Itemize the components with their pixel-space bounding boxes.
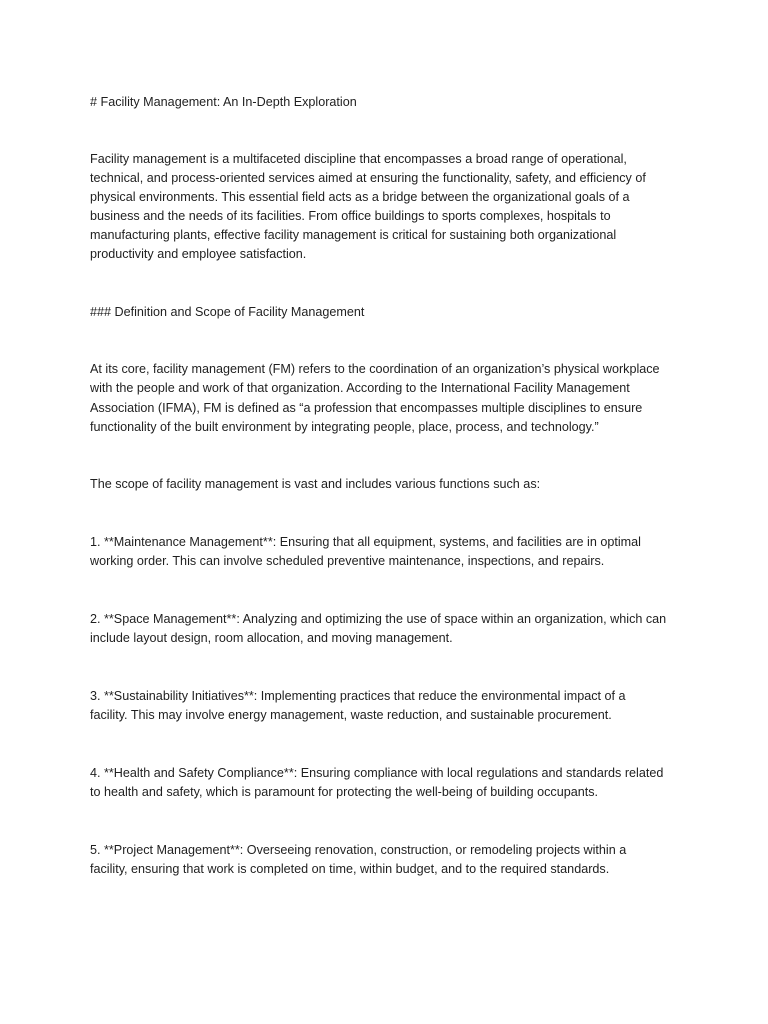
intro-line: business and the needs of its facilities. From office buildings to sports complexes, hospitals to (90, 209, 611, 223)
intro-line: Facility management is a multifaceted discipline that encompasses a broad range of operational, (90, 152, 627, 166)
list-item-project-cont: facility, ensuring that work is completed on time, within budget, and to the required standards. (90, 862, 610, 876)
list-item-health-safety-cont: to health and safety, which is paramount for protecting the well-being of building occupants. (90, 785, 599, 799)
section-heading: ### Definition and Scope of Facility Management (90, 305, 365, 319)
intro-line: physical environments. This essential field acts as a bridge between the organizational goals of a (90, 190, 630, 204)
definition-line: Association (IFMA), FM is defined as “a profession that encompasses multiple disciplines to ensure (90, 401, 643, 415)
list-item-space-cont: include layout design, room allocation, and moving management. (90, 631, 453, 645)
list-item-space: 2. **Space Management**: Analyzing and optimizing the use of space within an organization, which can (90, 612, 667, 626)
intro-line: technical, and process-oriented services aimed at ensuring the functionality, safety, and efficiency of (90, 171, 646, 185)
list-item-maintenance-cont: working order. This can involve scheduled preventive maintenance, inspections, and repairs. (90, 554, 605, 568)
intro-line: manufacturing plants, effective facility management is critical for sustaining both organizational (90, 228, 617, 242)
intro-line: productivity and employee satisfaction. (90, 247, 307, 261)
definition-line: functionality of the built environment by integrating people, place, process, and technology.” (90, 420, 599, 434)
definition-line: At its core, facility management (FM) refers to the coordination of an organization’s physical workplace (90, 362, 660, 376)
list-item-health-safety: 4. **Health and Safety Compliance**: Ensuring compliance with local regulations and standards related (90, 766, 664, 780)
list-item-project: 5. **Project Management**: Overseeing renovation, construction, or remodeling projects within a (90, 843, 627, 857)
document-title: # Facility Management: An In-Depth Exploration (90, 95, 357, 109)
list-item-sustainability: 3. **Sustainability Initiatives**: Implementing practices that reduce the environmental impact of a (90, 689, 626, 703)
scope-intro: The scope of facility management is vast and includes various functions such as: (90, 477, 541, 491)
definition-line: with the people and work of that organization. According to the International Facility Management (90, 381, 630, 395)
list-item-maintenance: 1. **Maintenance Management**: Ensuring that all equipment, systems, and facilities are in optimal (90, 535, 641, 549)
list-item-sustainability-cont: facility. This may involve energy management, waste reduction, and sustainable procurement. (90, 708, 612, 722)
